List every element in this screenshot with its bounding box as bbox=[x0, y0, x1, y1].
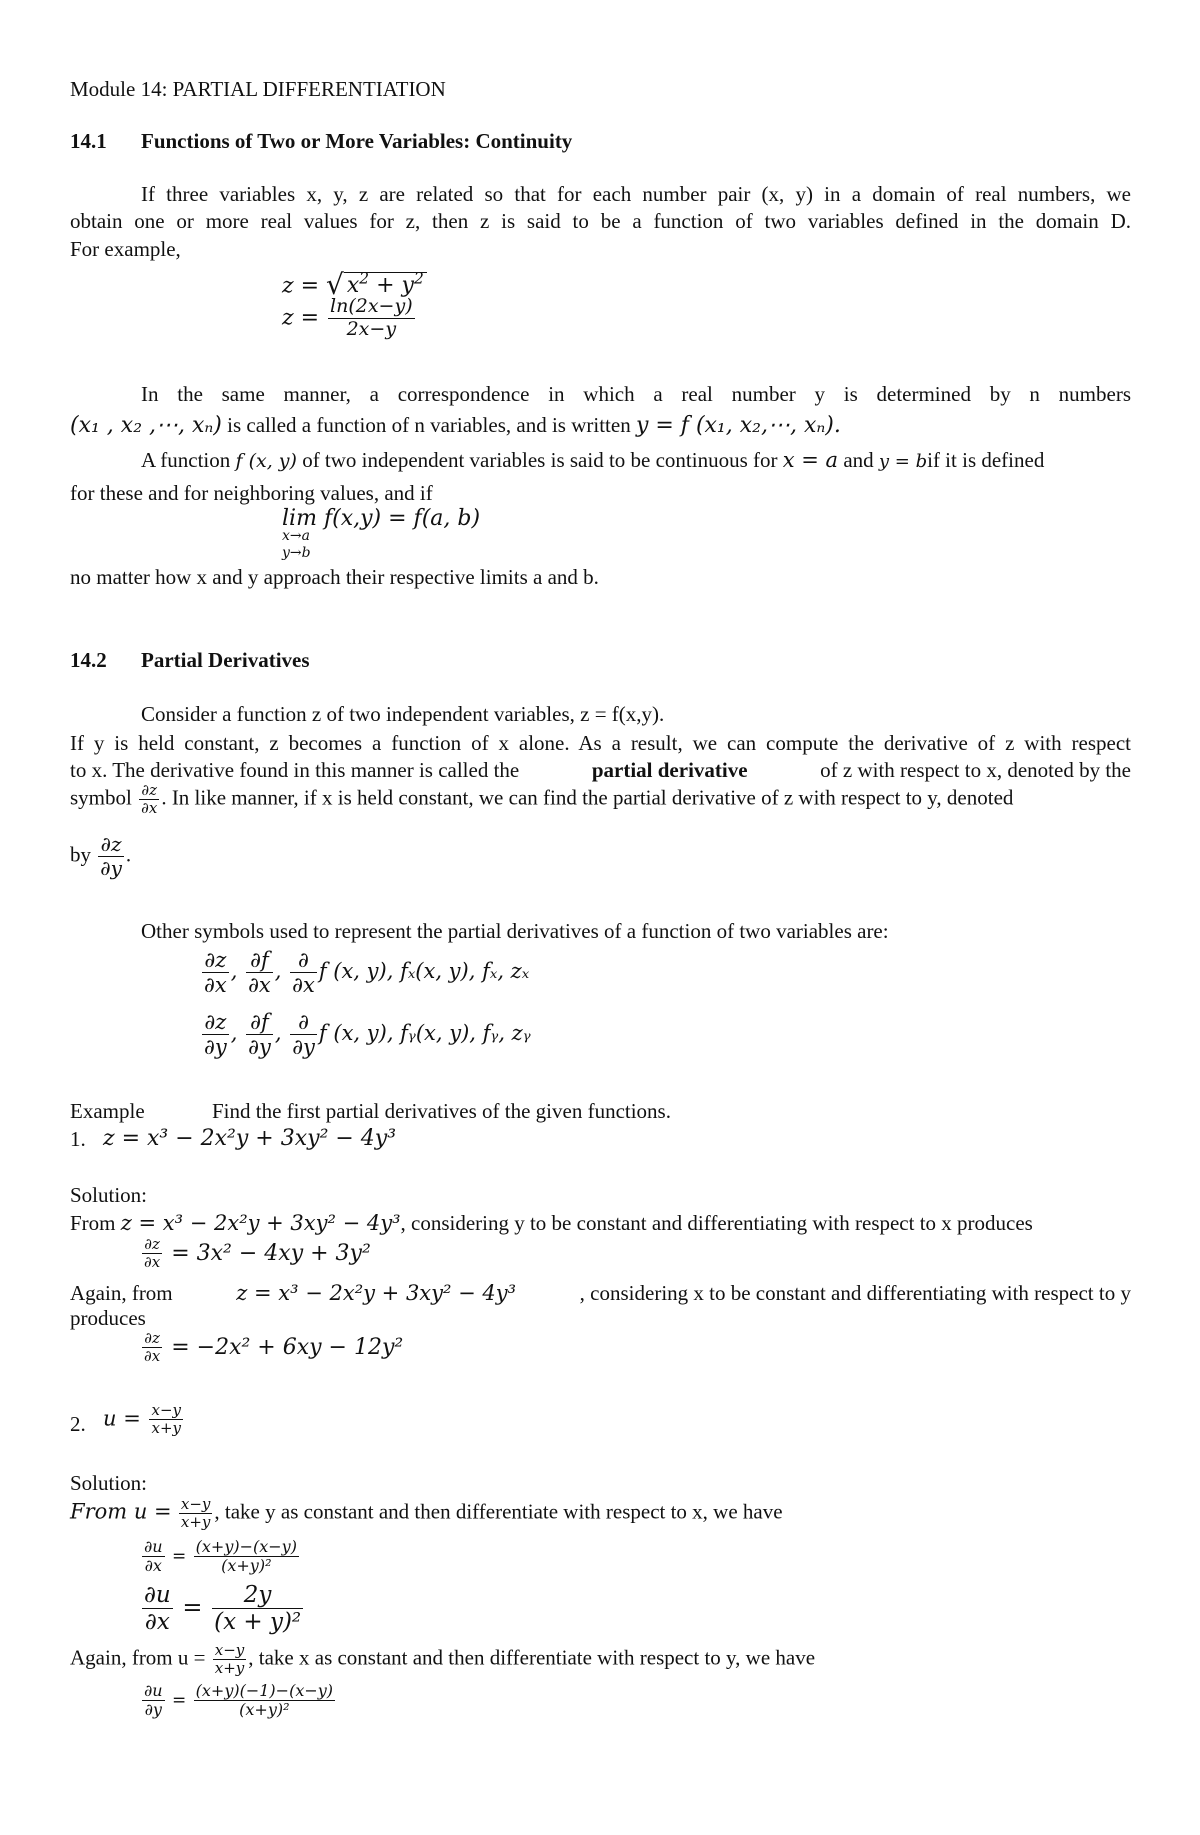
s2-paragraph2-line2 bbox=[70, 757, 1131, 783]
s1-paragraph2-line1: In the same manner, a correspondence in which a real number y is determined by n numbers bbox=[141, 382, 1131, 406]
example-instruction: Find the first partial derivatives of the given functions. bbox=[212, 1099, 671, 1123]
s1-paragraph2-line2 bbox=[70, 412, 841, 439]
limit-word: lim bbox=[282, 506, 317, 531]
module-title: Module 14: PARTIAL DIFFERENTIATION bbox=[70, 77, 446, 101]
s2-paragraph2-line3: symbol $\frac{\partial z}{\partial x}$ . In like manner, if x is held constant, we can find the partial derivative of z with respect to y, denoted bbox=[70, 781, 1014, 818]
s2-line1-b: , take y as constant and then differentiate with respect to x, we have bbox=[214, 1499, 783, 1524]
s2-paragraph2-line4: by $\frac{\partial z}{\partial y}$ . bbox=[70, 832, 132, 880]
p3-b: of two independent variables is said to be continuous for bbox=[302, 448, 778, 472]
s2-paragraph3: Other symbols used to represent the partial derivatives of a function of two variables are: bbox=[141, 919, 889, 943]
symbols-row-y: $\frac{\partial z}{\partial y}$ , $\frac{\partial f}{\partial y}$ , $\frac{\partial}{\partial y}$ f (x, y), fᵧ(x, y), fᵧ, zᵧ bbox=[204, 1010, 531, 1060]
solution1-label: Solution: bbox=[70, 1183, 148, 1207]
eq2-numerator: ln(2x−y) bbox=[330, 295, 413, 317]
section-14-1-number: 14.1 bbox=[70, 129, 107, 153]
s1-line1-b: , considering y to be constant and differentiating with respect to x produces bbox=[400, 1211, 1033, 1235]
example-item1-number: 1. bbox=[70, 1127, 86, 1151]
symbols-row-x: $\frac{\partial z}{\partial x}$ , $\frac{\partial f}{\partial x}$ , $\frac{\partial}{\partial x}$ f (x, y), fₓ(x, y), fₓ, zₓ bbox=[204, 948, 530, 998]
s1-paragraph4: no matter how x and y approach their respective limits a and b. bbox=[70, 565, 599, 589]
s1-result1-text: = 3x² − 4xy + 3y² bbox=[171, 1240, 371, 1266]
s1-line2-a: Again, from bbox=[70, 1281, 173, 1305]
s2-d3-numerator: (x+y)(−1)−(x−y) bbox=[195, 1681, 334, 1700]
equation-z-sqrt: z = √ $x^2 + y^2$ bbox=[282, 266, 427, 299]
p3-yb: y = b bbox=[878, 451, 928, 472]
s1-paragraph3-line2: for these and for neighboring values, and if bbox=[70, 481, 433, 505]
eq2-denominator: 2x−y bbox=[346, 317, 397, 340]
example-item2-equation bbox=[103, 1402, 185, 1438]
limit-sub-y: y→b bbox=[282, 545, 311, 561]
p2-line3-b: . In like manner, if x is held constant, we can find the partial derivative of z with respect to y, denoted bbox=[161, 785, 1014, 810]
s1-paragraph1-line3: For example, bbox=[70, 237, 181, 261]
solution1-result2: $\frac{\partial z}{\partial x}$ = −2x² + 6xy − 12y² bbox=[144, 1329, 404, 1366]
s2-d3-denominator: (x+y)² bbox=[239, 1700, 290, 1720]
p3-a: A function bbox=[141, 448, 231, 472]
solution1-result1: $\frac{\partial z}{\partial x}$ = 3x² − 4xy + 3y² bbox=[144, 1235, 371, 1272]
eq2-lhs: z = bbox=[282, 305, 320, 331]
s1-result2-text: = −2x² + 6xy − 12y² bbox=[171, 1334, 404, 1360]
s2-line1-a: From u = bbox=[70, 1499, 172, 1524]
s1-line2-b: , considering x to be constant and differentiating with respect to y bbox=[579, 1281, 1131, 1305]
p2-line2-b: of z with respect to x, denoted by the bbox=[820, 758, 1131, 782]
example-label: Example bbox=[70, 1099, 145, 1123]
item2-denominator: x+y bbox=[151, 1419, 181, 1438]
s2-line2-a: Again, from u = bbox=[70, 1645, 206, 1670]
p3-and: and bbox=[843, 448, 874, 472]
section-14-2-number: 14.2 bbox=[70, 648, 107, 672]
example-item1-equation: z = x³ − 2x²y + 3xy² − 4y³ bbox=[103, 1126, 397, 1151]
p2-line2-bold: partial derivative bbox=[591, 758, 748, 782]
item2-lhs: u = bbox=[103, 1406, 141, 1431]
solution1-line1 bbox=[70, 1210, 1033, 1236]
solution2-derivative2: $\frac{\partial u}{\partial x}$ = $\frac{2y}{\text{(x + y)²}}$ bbox=[144, 1582, 302, 1636]
s2-paragraph2-line1: If y is held constant, z becomes a function of x alone. As a result, we can compute the derivative of z with respect bbox=[70, 731, 1131, 755]
solution1-line3: produces bbox=[70, 1306, 146, 1330]
p2-line4-by: by bbox=[70, 842, 91, 867]
section-14-1-title: Functions of Two or More Variables: Continuity bbox=[141, 129, 573, 153]
s2-d2-numerator: 2y bbox=[212, 1582, 303, 1609]
s1-paragraph1-line1: If three variables x, y, z are related so that for each number pair (x, y) in a domain of real numbers, we bbox=[141, 182, 1131, 206]
s1-line1-a: From bbox=[70, 1211, 116, 1235]
s1-paragraph2-text: is called a function of n variables, and is written bbox=[227, 413, 631, 437]
p2-line3-a: symbol bbox=[70, 785, 132, 810]
function-n-variables-eq: y = f (x₁, x₂,⋯, xₙ). bbox=[635, 413, 841, 438]
equation-z-ln bbox=[282, 296, 417, 341]
p2-line2-a: to x. The derivative found in this manner is called the bbox=[70, 758, 520, 782]
p3-xa: x = a bbox=[782, 448, 839, 472]
solution2-derivative1: $\frac{\partial u}{\partial x}$ = $\frac{(x+y)-(x-y)}{\text{(x+y)²}}$ bbox=[144, 1537, 297, 1576]
solution2-line1: From u = $\frac{x-y}{x+y}$ , take y as constant and then differentiate with respect to x, we have bbox=[70, 1495, 783, 1532]
s2-line2-b: , take x as constant and then differentiate with respect to y, we have bbox=[248, 1645, 816, 1670]
item2-numerator: x−y bbox=[151, 1401, 181, 1419]
solution1-line2 bbox=[70, 1280, 1131, 1306]
symbols-row-x-text: f (x, y), fₓ(x, y), fₓ, zₓ bbox=[318, 959, 530, 984]
s1-paragraph1-line2: obtain one or more real values for z, then z is said to be a function of two variables defined in the domain D. bbox=[70, 209, 1131, 233]
example-item2-number: 2. bbox=[70, 1412, 86, 1436]
s2-d2-denominator: (x + y)² bbox=[214, 1609, 302, 1636]
s2-paragraph1: Consider a function z of two independent variables, z = f(x,y). bbox=[141, 702, 665, 726]
s2-d1-numerator: (x+y)−(x−y) bbox=[195, 1537, 297, 1556]
p3-c: if it is defined bbox=[927, 448, 1045, 472]
s1-line2-eq: z = x³ − 2x²y + 3xy² − 4y³ bbox=[236, 1281, 517, 1305]
solution2-line2: Again, from u = $\frac{x-y}{x+y}$ , take x as constant and then differentiate with respect to y, we have bbox=[70, 1641, 816, 1678]
limit-sub-x: x→a bbox=[282, 528, 310, 544]
solution2-derivative3: $\frac{\partial u}{\partial y}$ = $\frac{(x+y)(-1)-(x-y)}{\text{(x+y)²}}$ bbox=[144, 1681, 334, 1720]
symbols-row-y-text: f (x, y), fᵧ(x, y), fᵧ, zᵧ bbox=[318, 1021, 531, 1046]
limit-equation: f(x,y) = f(a, b) bbox=[324, 506, 481, 531]
s1-paragraph3-line1 bbox=[141, 447, 1044, 475]
tuple-x1-xn: (x₁ , x₂ ,⋯, xₙ) bbox=[70, 413, 222, 438]
section-14-2-title: Partial Derivatives bbox=[141, 648, 310, 672]
s2-d1-denominator: (x+y)² bbox=[221, 1556, 272, 1576]
p3-fxy: f (x, y) bbox=[235, 450, 297, 472]
solution2-label: Solution: bbox=[70, 1471, 148, 1495]
s1-line1-eq: z = x³ − 2x²y + 3xy² − 4y³ bbox=[120, 1211, 401, 1235]
